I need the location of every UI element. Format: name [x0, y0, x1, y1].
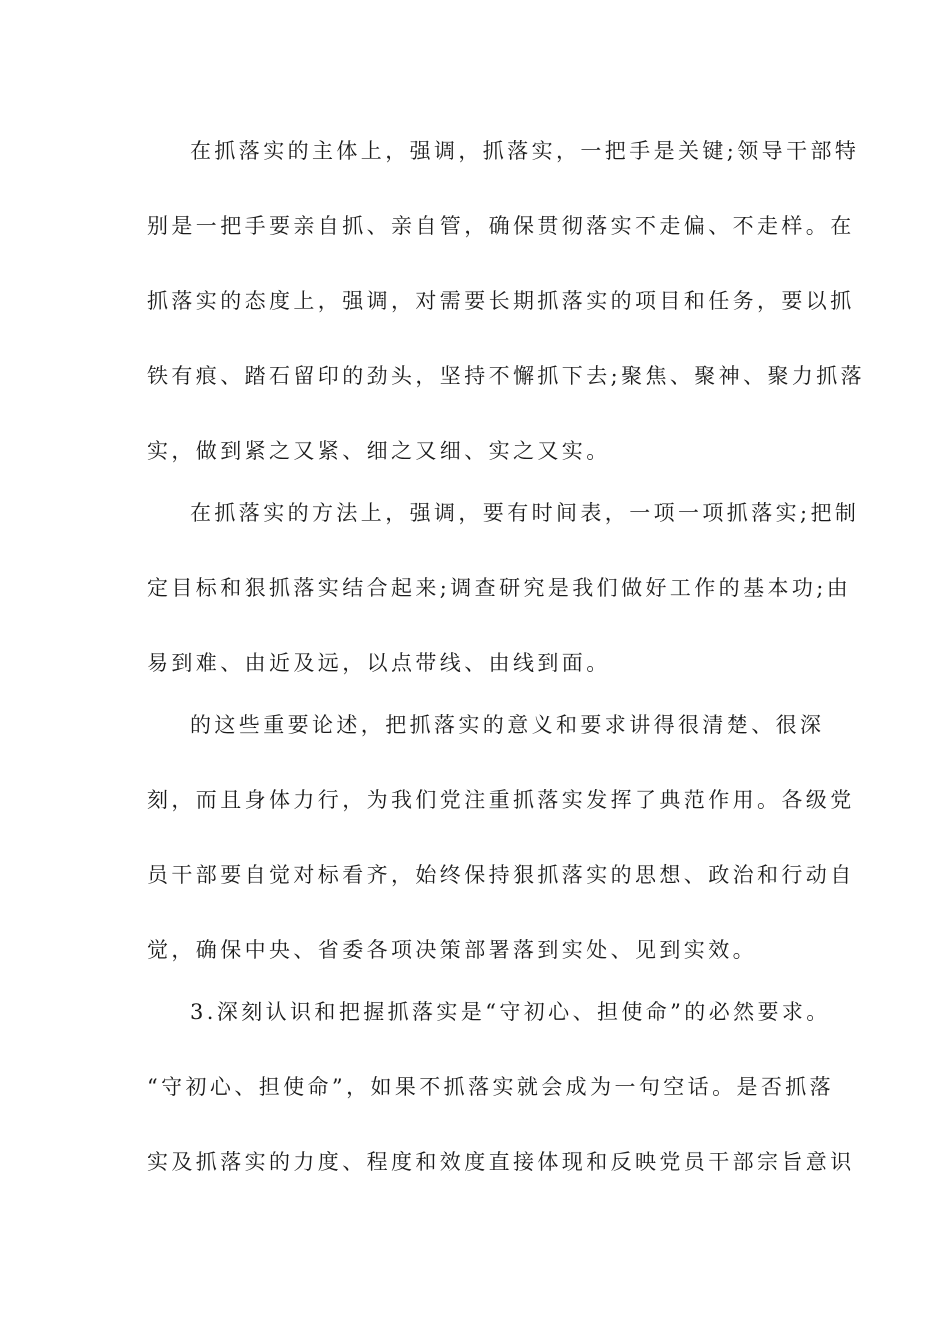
text-line: 在抓落实的主体上，强调，抓落实，一把手是关键;领导干部特 [190, 139, 860, 163]
text-line: 3.深刻认识和把握抓落实是“守初心、担使命”的必然要求。 [190, 1000, 831, 1024]
text-line: 实及抓落实的力度、程度和效度直接体现和反映党员干部宗旨意识 [147, 1150, 855, 1174]
text-line: 别是一把手要亲自抓、亲自管，确保贯彻落实不走偏、不走样。在 [147, 214, 855, 238]
text-line: 抓落实的态度上，强调，对需要长期抓落实的项目和任务，要以抓 [147, 289, 855, 313]
text-line: 易到难、由近及远，以点带线、由线到面。 [147, 651, 611, 675]
text-line: 的这些重要论述，把抓落实的意义和要求讲得很清楚、很深 [190, 713, 825, 737]
text-line: 觉，确保中央、省委各项决策部署落到实处、见到实效。 [147, 938, 757, 962]
text-line: 员干部要自觉对标看齐，始终保持狠抓落实的思想、政治和行动自 [147, 863, 855, 887]
text-line: 刻，而且身体力行，为我们党注重抓落实发挥了典范作用。各级党 [147, 788, 855, 812]
text-line: 铁有痕、踏石留印的劲头，坚持不懈抓下去;聚焦、聚神、聚力抓落 [147, 364, 866, 388]
text-line: 实，做到紧之又紧、细之又细、实之又实。 [147, 439, 611, 463]
text-line: “守初心、担使命”，如果不抓落实就会成为一句空话。是否抓落 [147, 1075, 835, 1099]
text-line: 定目标和狠抓落实结合起来;调查研究是我们做好工作的基本功;由 [147, 576, 852, 600]
text-line: 在抓落实的方法上，强调，要有时间表，一项一项抓落实;把制 [190, 501, 860, 525]
